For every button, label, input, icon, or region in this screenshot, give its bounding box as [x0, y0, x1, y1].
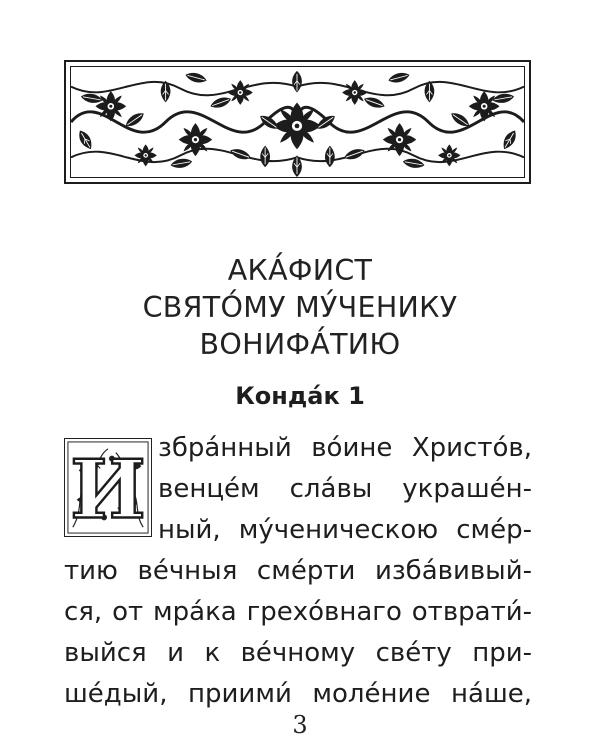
floral-ornament-icon: [71, 67, 524, 177]
akathist-title-line-1: АКА́ФИСТ: [227, 254, 373, 287]
kontakion-text-line-5: ся, от мра́ка грехо́внаго отврати́-: [64, 597, 532, 627]
drop-cap-letter: И: [70, 442, 146, 536]
kontakion-text-line-3: ный, му́ченическою сме́р-: [158, 515, 532, 545]
page-number: 3: [292, 711, 308, 739]
kontakion-text-line-2: венце́м сла́вы украше́н-: [158, 474, 532, 504]
kontakion-text-line-6: выйся и к ве́чному све́ту при-: [64, 638, 532, 668]
floral-ornament-banner: [64, 60, 531, 184]
kontakion-text-line-7: ше́дый, приими́ моле́ние на́ше,: [64, 679, 532, 709]
decorated-drop-cap: [64, 438, 152, 537]
akathist-title-line-2: СВЯТО́МУ МУ́ЧЕНИКУ: [142, 291, 458, 324]
kontakion-text-line-4: тию ве́чныя сме́рти изба́вивый-: [64, 556, 532, 586]
drop-cap-vine-ornament-icon: [65, 439, 151, 536]
ornament-inner-border: [70, 66, 525, 178]
kontakion-text-line-1: збра́нный во́ине Христо́в,: [158, 433, 532, 463]
akathist-title-line-3: ВОНИФА́ТИЮ: [199, 328, 401, 361]
kontakion-heading: Конда́к 1: [235, 382, 365, 410]
